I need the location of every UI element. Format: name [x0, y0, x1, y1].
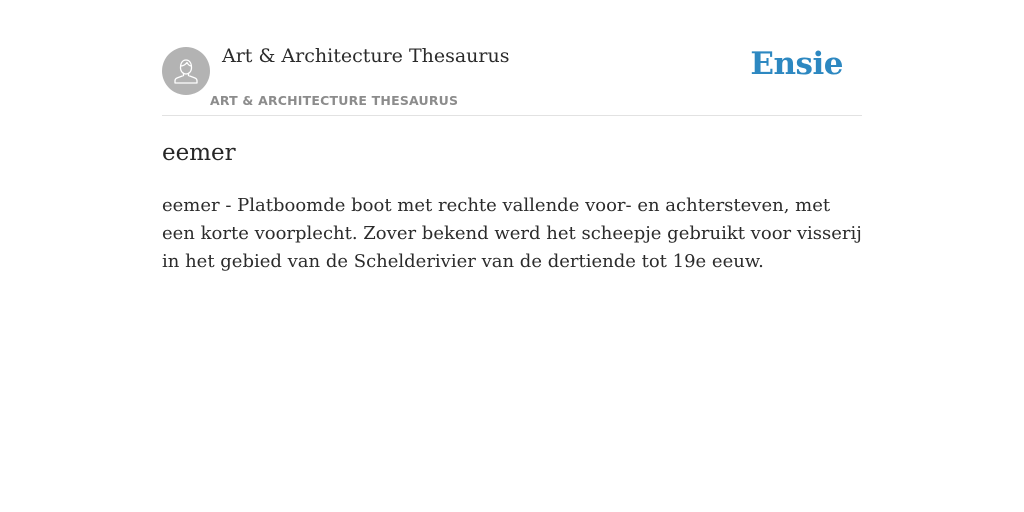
page-container	[162, 0, 862, 272]
ensie-logo[interactable]: Ensie	[750, 46, 843, 82]
author-subtitle[interactable]: ART & ARCHITECTURE THESAURUS	[210, 93, 459, 108]
author-name[interactable]: Art & Architecture Thesaurus	[222, 45, 510, 67]
entry-title: eemer	[162, 140, 236, 166]
entry-header	[162, 0, 862, 116]
avatar[interactable]	[162, 47, 210, 95]
user-silhouette-icon	[171, 56, 201, 86]
entry-definition: eemer - Platboomde boot met rechte vallende voor- en achtersteven, met een korte voorplecht. Zover bekend werd het scheepje gebruikt voor visserij in het gebied van de Schelderivier van de dertiende tot 19e eeuw.	[162, 195, 862, 272]
